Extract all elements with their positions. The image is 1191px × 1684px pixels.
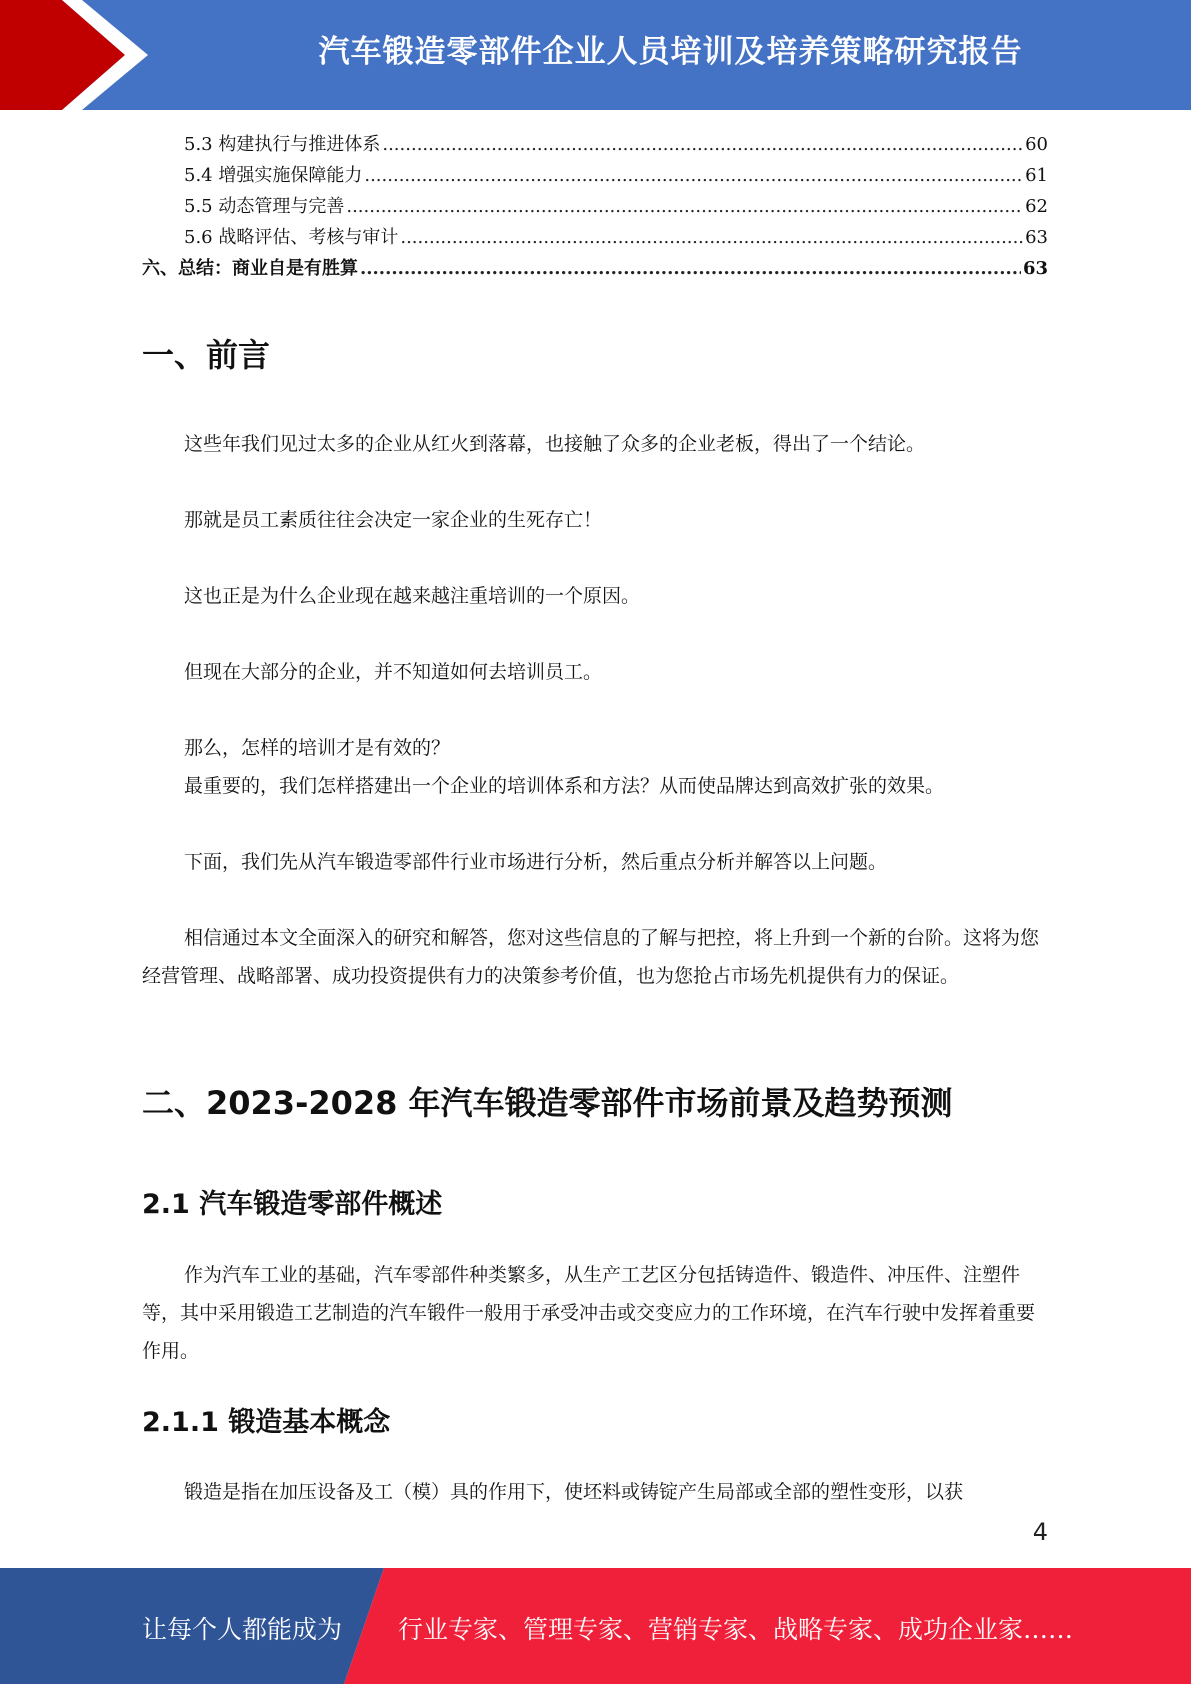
paragraph: 这也正是为什么企业现在越来越注重培训的一个原因。 — [184, 585, 641, 607]
paragraph: 那么，怎样的培训才是有效的？ — [184, 737, 451, 759]
header-banner — [0, 0, 1191, 110]
paragraph: 下面，我们先从汽车锻造零部件行业市场进行分析，然后重点分析并解答以上问题。 — [184, 851, 888, 873]
paragraph: 这些年我们见过太多的企业从红火到落幕，也接触了众多的企业老板，得出了一个结论。 — [184, 433, 926, 455]
toc-entry-page: 63 — [1025, 227, 1048, 248]
page-number: 4 — [1032, 1518, 1048, 1546]
header-red-arrow — [0, 0, 125, 110]
toc-entry[interactable] — [142, 130, 1048, 161]
footer-banner — [0, 1568, 1191, 1684]
toc-entry[interactable] — [142, 192, 1048, 223]
toc-entry[interactable] — [142, 161, 1048, 192]
subsection-heading-concept: 2.1.1 锻造基本概念 — [142, 1407, 391, 1438]
toc-entry-label: 5.4 增强实施保障能力 — [184, 165, 363, 186]
toc-leader-dots — [382, 134, 1023, 155]
paragraph: 但现在大部分的企业，并不知道如何去培训员工。 — [184, 661, 603, 683]
paragraph: 那就是员工素质往往会决定一家企业的生死存亡！ — [184, 509, 603, 531]
toc-entry[interactable] — [142, 223, 1048, 254]
paragraph: 锻造是指在加压设备及工（模）具的作用下，使坯料或铸锭产生局部或全部的塑性变形，以获 — [184, 1481, 964, 1503]
toc-entry-page: 63 — [1022, 258, 1048, 279]
toc-entry-page: 61 — [1025, 165, 1048, 186]
section-heading-forecast: 二、2023-2028 年汽车锻造零部件市场前景及趋势预测 — [142, 1084, 953, 1122]
section-heading-preface: 一、前言 — [142, 336, 271, 374]
toc-entry-label: 5.3 构建执行与推进体系 — [184, 134, 381, 155]
subsection-heading-overview: 2.1 汽车锻造零部件概述 — [142, 1189, 443, 1220]
toc-entry-page: 60 — [1025, 134, 1048, 155]
toc-leader-dots — [360, 258, 1021, 279]
toc-entry-label: 5.5 动态管理与完善 — [184, 196, 345, 217]
toc-entry-page: 62 — [1025, 196, 1048, 217]
toc-entry-label: 5.6 战略评估、考核与审计 — [184, 227, 399, 248]
header-title: 汽车锻造零部件企业人员培训及培养策略研究报告 — [318, 34, 1023, 70]
toc-entry-label: 六、总结：商业自是有胜算 — [142, 258, 358, 279]
paragraph: 作为汽车工业的基础，汽车零部件种类繁多，从生产工艺区分包括铸造件、锻造件、冲压件、注塑件等，其中采用锻造工艺制造的汽车锻件一般用于承受冲击或交变应力的工作环境，在汽车行驶中发挥着重要作用。 — [142, 1264, 1036, 1362]
footer-slogan-right: 行业专家、管理专家、营销专家、战略专家、成功企业家…… — [398, 1615, 1074, 1644]
toc-leader-dots — [400, 227, 1023, 248]
paragraph: 最重要的，我们怎样搭建出一个企业的培训体系和方法？从而使品牌达到高效扩张的效果。 — [184, 775, 945, 797]
paragraph: 相信通过本文全面深入的研究和解答，您对这些信息的了解与把控，将上升到一个新的台阶。这将为您经营管理、战略部署、成功投资提供有力的决策参考价值，也为您抢占市场先机提供有力的保证。 — [142, 927, 1040, 987]
table-of-contents — [142, 130, 1048, 285]
toc-leader-dots — [346, 196, 1023, 217]
toc-entry[interactable] — [142, 254, 1048, 285]
toc-leader-dots — [364, 165, 1023, 186]
footer-slogan-left: 让每个人都能成为 — [142, 1615, 343, 1644]
